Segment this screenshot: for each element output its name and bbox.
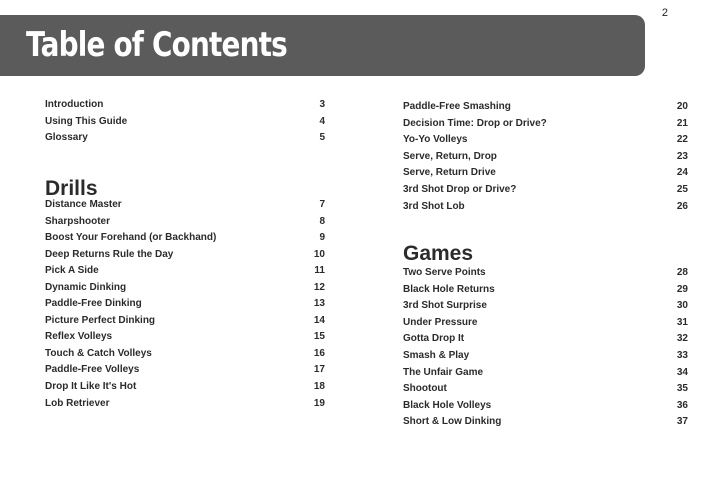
toc-entry-introduction[interactable]	[45, 97, 325, 113]
toc-entry-title: Paddle-Free Dinking	[45, 298, 142, 309]
toc-entry-title: Yo-Yo Volleys	[403, 134, 468, 145]
page-title: Table of Contents	[26, 25, 287, 65]
page-number: 2	[661, 7, 668, 19]
toc-entry[interactable]	[403, 182, 688, 198]
toc-entry-title: Serve, Return, Drop	[403, 151, 497, 162]
toc-entry[interactable]	[45, 329, 325, 345]
toc-entry-page: 31	[676, 317, 688, 328]
toc-entry[interactable]	[403, 99, 688, 115]
toc-entry-page: 8	[319, 216, 325, 227]
toc-entry-page: 5	[319, 132, 325, 143]
toc-entry-page: 33	[676, 350, 688, 361]
toc-entry-title: Lob Retriever	[45, 398, 110, 409]
toc-entry-page: 13	[313, 298, 325, 309]
toc-entry-page: 19	[313, 398, 325, 409]
toc-entry[interactable]	[45, 280, 325, 296]
toc-entry-title: Distance Master	[45, 199, 122, 210]
toc-entry-page: 11	[314, 265, 325, 276]
toc-entry-page: 12	[313, 282, 325, 293]
toc-entry-page: 7	[319, 199, 325, 210]
toc-entry-page: 32	[676, 333, 688, 344]
toc-entry-page: 36	[676, 400, 688, 411]
toc-entry-title: Pick A Side	[45, 265, 99, 276]
toc-entry-page: 14	[313, 315, 325, 326]
toc-entry-page: 29	[676, 284, 688, 295]
toc-right-column	[403, 99, 688, 434]
toc-entry[interactable]	[403, 381, 688, 397]
toc-entry[interactable]	[403, 116, 688, 132]
section-heading-drills: Drills	[45, 177, 98, 200]
toc-entry-title: Paddle-Free Volleys	[45, 364, 140, 375]
toc-entry[interactable]	[403, 331, 688, 347]
toc-entry-title: 3rd Shot Surprise	[403, 300, 487, 311]
toc-entry[interactable]	[45, 362, 325, 378]
toc-entry-title: Paddle-Free Smashing	[403, 101, 511, 112]
toc-entry[interactable]	[403, 398, 688, 414]
toc-entry-page: 18	[313, 381, 325, 392]
toc-entry-page: 23	[676, 151, 688, 162]
toc-entry-title: Introduction	[45, 99, 104, 110]
toc-entry-title: Black Hole Volleys	[403, 400, 492, 411]
toc-entry-page: 20	[676, 101, 688, 112]
toc-entry-page: 21	[676, 118, 688, 129]
toc-entry[interactable]	[403, 348, 688, 364]
toc-entry-page: 25	[676, 184, 688, 195]
toc-entry[interactable]	[45, 296, 325, 312]
toc-entry-title: 3rd Shot Drop or Drive?	[403, 184, 517, 195]
toc-entry[interactable]	[403, 165, 688, 181]
toc-entry-title: Two Serve Points	[403, 267, 486, 278]
toc-entry-page: 35	[676, 383, 688, 394]
toc-entry[interactable]	[45, 247, 325, 263]
toc-entry-page: 30	[676, 300, 688, 311]
toc-left-column	[45, 97, 325, 417]
toc-entry[interactable]	[403, 199, 688, 215]
toc-entry-page: 15	[313, 331, 325, 342]
toc-entry[interactable]	[403, 298, 688, 314]
toc-entry-title: Shootout	[403, 383, 447, 394]
header-bar	[0, 15, 645, 76]
toc-entry[interactable]	[45, 214, 325, 230]
toc-entry[interactable]	[403, 414, 688, 430]
toc-entry-title: Sharpshooter	[45, 216, 111, 227]
toc-entry-page: 3	[319, 99, 325, 110]
toc-entry-page: 9	[319, 232, 325, 243]
toc-entry-title: Deep Returns Rule the Day	[45, 249, 174, 260]
toc-entry[interactable]	[403, 282, 688, 298]
toc-entry[interactable]	[45, 197, 325, 213]
toc-entry[interactable]	[403, 132, 688, 148]
toc-entry-title: Boost Your Forehand (or Backhand)	[45, 232, 217, 243]
toc-entry-title: Smash & Play	[403, 350, 470, 361]
toc-entry-title: Glossary	[45, 132, 88, 143]
toc-entry-page: 34	[676, 367, 688, 378]
toc-entry-title: Reflex Volleys	[45, 331, 113, 342]
toc-entry-title: Touch & Catch Volleys	[45, 348, 152, 359]
toc-entry[interactable]	[45, 263, 325, 279]
toc-entry-using-this-guide[interactable]	[45, 114, 325, 130]
toc-entry-page: 24	[676, 167, 688, 178]
toc-entry-title: Drop It Like It's Hot	[45, 381, 137, 392]
toc-entry-title: Using This Guide	[45, 116, 128, 127]
toc-entry-title: Picture Perfect Dinking	[45, 315, 156, 326]
toc-entry-title: The Unfair Game	[403, 367, 484, 378]
toc-entry-page: 16	[313, 348, 325, 359]
toc-entry[interactable]	[45, 313, 325, 329]
toc-entry[interactable]	[45, 230, 325, 246]
toc-entry-page: 17	[313, 364, 325, 375]
toc-entry-title: Black Hole Returns	[403, 284, 495, 295]
toc-entry-page: 37	[676, 416, 688, 427]
toc-entry-page: 4	[319, 116, 325, 127]
toc-entry-page: 26	[676, 201, 688, 212]
toc-entry[interactable]	[45, 346, 325, 362]
toc-entry-title: Short & Low Dinking	[403, 416, 502, 427]
toc-entry-page: 10	[313, 249, 325, 260]
toc-entry-title: Gotta Drop It	[403, 333, 465, 344]
toc-entry[interactable]	[403, 315, 688, 331]
toc-entry[interactable]	[45, 396, 325, 412]
toc-entry-title: Serve, Return Drive	[403, 167, 496, 178]
toc-entry-title: Dynamic Dinking	[45, 282, 127, 293]
toc-entry[interactable]	[45, 379, 325, 395]
toc-entry[interactable]	[403, 265, 688, 281]
toc-entry-title: Decision Time: Drop or Drive?	[403, 118, 547, 129]
toc-entry-page: 28	[676, 267, 688, 278]
toc-entry-glossary[interactable]	[45, 130, 325, 146]
toc-entry-page: 22	[676, 134, 688, 145]
toc-entry-title: 3rd Shot Lob	[403, 201, 465, 212]
toc-entry[interactable]	[403, 149, 688, 165]
toc-entry[interactable]	[403, 365, 688, 381]
section-heading-games: Games	[403, 242, 474, 265]
toc-entry-title: Under Pressure	[403, 317, 478, 328]
